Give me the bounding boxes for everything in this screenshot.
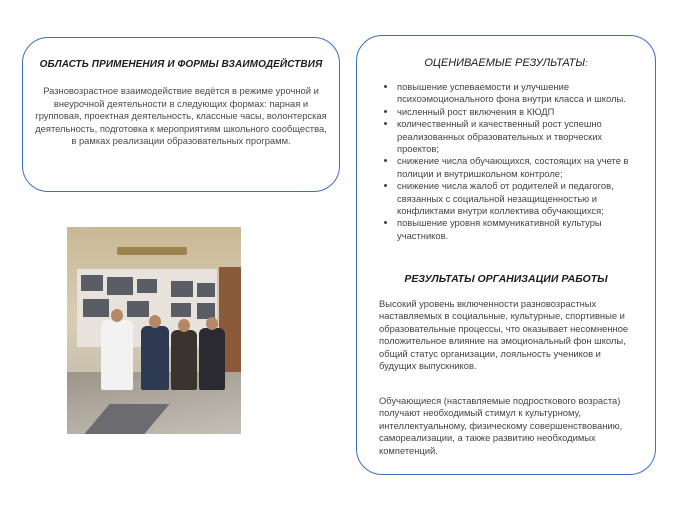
result-item: • повышение уровня коммуникативной культуры участников. [397, 217, 639, 242]
photo-frame [81, 275, 103, 291]
photo-person [199, 328, 225, 390]
photo-person [141, 326, 169, 390]
result-item: • снижение числа жалоб от родителей и педагогов, связанных с социальной незащищенностью и конфликтами внутри коллектива обучающихся; [397, 180, 639, 217]
results-box [356, 35, 656, 475]
organization-results-title: РЕЗУЛЬТАТЫ ОРГАНИЗАЦИИ РАБОТЫ [404, 273, 608, 285]
result-item: • количественный и качественный рост успешно реализованных образовательных и творческих проектов; [397, 118, 639, 155]
photo-wall-sign [117, 247, 187, 255]
application-area-box [22, 37, 340, 192]
photo-frame [137, 279, 157, 293]
photo-person-head [149, 315, 161, 328]
evaluated-results-title: ОЦЕНИВАЕМЫЕ РЕЗУЛЬТАТЫ: [424, 57, 588, 69]
photo-frame [83, 299, 109, 317]
organization-paragraph-1: Высокий уровень включенности разновозрастных наставляемых в социальные, культурные, спортивные и образовательные процессы, что оказывает несомненное положительное влияние на эмоциональный фон школы, общий статус организации, лояльность учеников и будущих выпускников. [379, 298, 629, 372]
photo-person-head [178, 319, 190, 332]
result-item: • повышение успеваемости и улучшение психоэмоционального фона внутри класса и школы. [397, 81, 639, 106]
result-item: • численный рост включения в КЮДП [397, 106, 639, 118]
photo-person [171, 330, 197, 390]
organization-paragraph-2: Обучающиеся (наставляемые подросткового возраста) получают необходимый стимул к культурному, интеллектуальному, физическому совершенствованию, самореализации, а также развитию необходимых компетенций. [379, 395, 623, 456]
result-item: • снижение числа обучающихся, состоящих на учете в полиции и внутришкольном контроле; [397, 155, 639, 180]
photo-frame [197, 283, 215, 297]
group-photo [67, 227, 241, 434]
results-list [379, 81, 639, 242]
application-area-text: Разновозрастное взаимодействие ведётся в режиме урочной и внеурочной деятельности в следующих формах: парная и групповая, проектная деятельность, классные часы, волонтерская деятельность, подготовка к мероприятиям школьного сообщества, в рамках реализации образовательных программ. [35, 85, 327, 147]
photo-frame [107, 277, 133, 295]
photo-frame [171, 281, 193, 297]
photo-person [101, 320, 133, 390]
application-area-title: ОБЛАСТЬ ПРИМЕНЕНИЯ И ФОРМЫ ВЗАИМОДЕЙСТВИЯ [39, 59, 323, 70]
photo-person-head [111, 309, 123, 322]
photo-frame [127, 301, 149, 317]
photo-person-head [206, 317, 218, 330]
photo-frame [171, 303, 191, 317]
